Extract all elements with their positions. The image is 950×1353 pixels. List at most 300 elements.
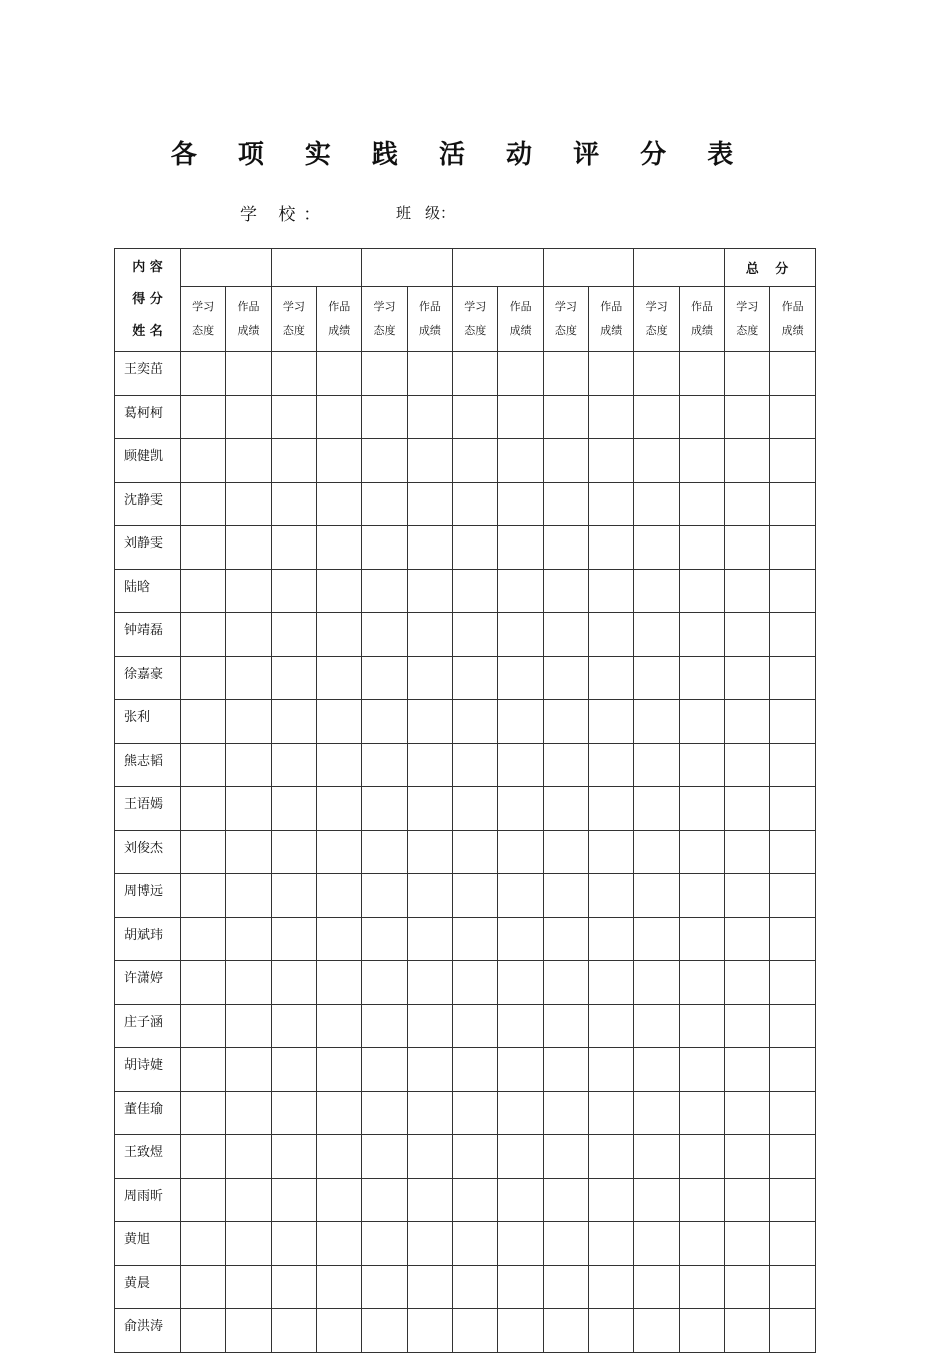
score-cell[interactable] (407, 656, 452, 700)
score-cell[interactable] (498, 569, 543, 613)
score-cell[interactable] (634, 917, 679, 961)
score-cell[interactable] (271, 1178, 316, 1222)
score-cell[interactable] (770, 1178, 815, 1222)
score-cell[interactable] (589, 830, 634, 874)
score-cell[interactable] (770, 569, 815, 613)
score-cell[interactable] (226, 743, 271, 787)
score-cell[interactable] (226, 874, 271, 918)
score-cell[interactable] (589, 1091, 634, 1135)
score-cell[interactable] (271, 1135, 316, 1179)
score-cell[interactable] (453, 830, 498, 874)
score-cell[interactable] (543, 700, 588, 744)
score-cell[interactable] (271, 874, 316, 918)
score-cell[interactable] (181, 526, 226, 570)
score-cell[interactable] (317, 1135, 362, 1179)
score-cell[interactable] (226, 1004, 271, 1048)
score-cell[interactable] (271, 830, 316, 874)
score-cell[interactable] (679, 613, 724, 657)
score-cell[interactable] (589, 656, 634, 700)
score-cell[interactable] (453, 787, 498, 831)
score-cell[interactable] (226, 1135, 271, 1179)
score-cell[interactable] (362, 439, 407, 483)
activity-header-cell[interactable] (271, 249, 362, 287)
activity-header-cell[interactable] (543, 249, 634, 287)
score-cell[interactable] (271, 1309, 316, 1353)
score-cell[interactable] (725, 743, 770, 787)
score-cell[interactable] (362, 1135, 407, 1179)
score-cell[interactable] (543, 917, 588, 961)
activity-header-cell[interactable] (634, 249, 725, 287)
score-cell[interactable] (271, 743, 316, 787)
score-cell[interactable] (407, 395, 452, 439)
score-cell[interactable] (498, 1265, 543, 1309)
score-cell[interactable] (679, 1135, 724, 1179)
score-cell[interactable] (634, 743, 679, 787)
score-cell[interactable] (226, 569, 271, 613)
score-cell[interactable] (770, 1004, 815, 1048)
score-cell[interactable] (226, 482, 271, 526)
score-cell[interactable] (271, 1004, 316, 1048)
score-cell[interactable] (407, 700, 452, 744)
score-cell[interactable] (226, 961, 271, 1005)
score-cell[interactable] (453, 482, 498, 526)
score-cell[interactable] (362, 1091, 407, 1135)
score-cell[interactable] (543, 395, 588, 439)
score-cell[interactable] (453, 700, 498, 744)
score-cell[interactable] (498, 1222, 543, 1266)
score-cell[interactable] (589, 569, 634, 613)
score-cell[interactable] (181, 656, 226, 700)
score-cell[interactable] (362, 1222, 407, 1266)
score-cell[interactable] (770, 1048, 815, 1092)
score-cell[interactable] (407, 1004, 452, 1048)
score-cell[interactable] (634, 482, 679, 526)
score-cell[interactable] (362, 743, 407, 787)
score-cell[interactable] (181, 1091, 226, 1135)
score-cell[interactable] (725, 1004, 770, 1048)
score-cell[interactable] (317, 787, 362, 831)
score-cell[interactable] (453, 395, 498, 439)
score-cell[interactable] (589, 700, 634, 744)
score-cell[interactable] (543, 656, 588, 700)
score-cell[interactable] (634, 613, 679, 657)
score-cell[interactable] (725, 1222, 770, 1266)
score-cell[interactable] (679, 656, 724, 700)
score-cell[interactable] (589, 395, 634, 439)
score-cell[interactable] (181, 613, 226, 657)
score-cell[interactable] (317, 830, 362, 874)
score-cell[interactable] (317, 395, 362, 439)
score-cell[interactable] (770, 1091, 815, 1135)
score-cell[interactable] (770, 1265, 815, 1309)
score-cell[interactable] (407, 830, 452, 874)
score-cell[interactable] (407, 1135, 452, 1179)
activity-header-cell[interactable] (362, 249, 453, 287)
score-cell[interactable] (181, 830, 226, 874)
score-cell[interactable] (453, 526, 498, 570)
score-cell[interactable] (498, 395, 543, 439)
score-cell[interactable] (634, 874, 679, 918)
score-cell[interactable] (181, 743, 226, 787)
score-cell[interactable] (317, 656, 362, 700)
score-cell[interactable] (362, 1309, 407, 1353)
score-cell[interactable] (589, 1048, 634, 1092)
score-cell[interactable] (226, 1048, 271, 1092)
score-cell[interactable] (362, 482, 407, 526)
score-cell[interactable] (679, 743, 724, 787)
score-cell[interactable] (226, 526, 271, 570)
score-cell[interactable] (362, 874, 407, 918)
score-cell[interactable] (271, 352, 316, 396)
score-cell[interactable] (543, 482, 588, 526)
activity-header-cell[interactable] (453, 249, 544, 287)
score-cell[interactable] (543, 439, 588, 483)
score-cell[interactable] (498, 787, 543, 831)
score-cell[interactable] (679, 961, 724, 1005)
score-cell[interactable] (543, 961, 588, 1005)
score-cell[interactable] (770, 656, 815, 700)
score-cell[interactable] (498, 352, 543, 396)
score-cell[interactable] (226, 352, 271, 396)
score-cell[interactable] (498, 613, 543, 657)
score-cell[interactable] (679, 569, 724, 613)
score-cell[interactable] (317, 1309, 362, 1353)
score-cell[interactable] (679, 395, 724, 439)
score-cell[interactable] (725, 1048, 770, 1092)
score-cell[interactable] (770, 395, 815, 439)
score-cell[interactable] (679, 830, 724, 874)
score-cell[interactable] (362, 1265, 407, 1309)
score-cell[interactable] (498, 1091, 543, 1135)
score-cell[interactable] (362, 613, 407, 657)
score-cell[interactable] (407, 874, 452, 918)
score-cell[interactable] (317, 1265, 362, 1309)
score-cell[interactable] (725, 569, 770, 613)
score-cell[interactable] (453, 1048, 498, 1092)
score-cell[interactable] (407, 1048, 452, 1092)
score-cell[interactable] (271, 613, 316, 657)
score-cell[interactable] (679, 439, 724, 483)
score-cell[interactable] (407, 743, 452, 787)
score-cell[interactable] (725, 1135, 770, 1179)
score-cell[interactable] (770, 961, 815, 1005)
score-cell[interactable] (453, 917, 498, 961)
score-cell[interactable] (770, 526, 815, 570)
score-cell[interactable] (317, 352, 362, 396)
score-cell[interactable] (543, 526, 588, 570)
score-cell[interactable] (543, 1309, 588, 1353)
score-cell[interactable] (271, 656, 316, 700)
score-cell[interactable] (226, 917, 271, 961)
score-cell[interactable] (271, 482, 316, 526)
score-cell[interactable] (362, 526, 407, 570)
score-cell[interactable] (181, 700, 226, 744)
score-cell[interactable] (498, 743, 543, 787)
score-cell[interactable] (679, 1048, 724, 1092)
score-cell[interactable] (679, 482, 724, 526)
score-cell[interactable] (770, 874, 815, 918)
score-cell[interactable] (362, 352, 407, 396)
score-cell[interactable] (407, 439, 452, 483)
score-cell[interactable] (770, 1222, 815, 1266)
score-cell[interactable] (543, 830, 588, 874)
score-cell[interactable] (226, 395, 271, 439)
score-cell[interactable] (181, 1309, 226, 1353)
score-cell[interactable] (543, 1004, 588, 1048)
score-cell[interactable] (679, 700, 724, 744)
score-cell[interactable] (634, 787, 679, 831)
score-cell[interactable] (317, 917, 362, 961)
score-cell[interactable] (317, 613, 362, 657)
score-cell[interactable] (226, 1178, 271, 1222)
score-cell[interactable] (407, 917, 452, 961)
score-cell[interactable] (725, 656, 770, 700)
score-cell[interactable] (317, 526, 362, 570)
score-cell[interactable] (453, 743, 498, 787)
score-cell[interactable] (317, 569, 362, 613)
score-cell[interactable] (543, 569, 588, 613)
score-cell[interactable] (453, 1265, 498, 1309)
score-cell[interactable] (271, 1091, 316, 1135)
score-cell[interactable] (770, 700, 815, 744)
score-cell[interactable] (634, 395, 679, 439)
score-cell[interactable] (498, 439, 543, 483)
score-cell[interactable] (453, 613, 498, 657)
score-cell[interactable] (181, 1265, 226, 1309)
score-cell[interactable] (407, 569, 452, 613)
score-cell[interactable] (317, 1004, 362, 1048)
score-cell[interactable] (498, 1309, 543, 1353)
score-cell[interactable] (181, 1004, 226, 1048)
score-cell[interactable] (725, 1091, 770, 1135)
score-cell[interactable] (589, 439, 634, 483)
score-cell[interactable] (453, 1309, 498, 1353)
score-cell[interactable] (317, 700, 362, 744)
score-cell[interactable] (317, 743, 362, 787)
score-cell[interactable] (770, 439, 815, 483)
score-cell[interactable] (634, 526, 679, 570)
score-cell[interactable] (271, 917, 316, 961)
score-cell[interactable] (407, 1265, 452, 1309)
score-cell[interactable] (317, 482, 362, 526)
score-cell[interactable] (407, 613, 452, 657)
score-cell[interactable] (453, 1222, 498, 1266)
score-cell[interactable] (407, 482, 452, 526)
score-cell[interactable] (453, 656, 498, 700)
score-cell[interactable] (362, 395, 407, 439)
score-cell[interactable] (453, 874, 498, 918)
score-cell[interactable] (725, 352, 770, 396)
score-cell[interactable] (226, 1265, 271, 1309)
score-cell[interactable] (679, 1265, 724, 1309)
score-cell[interactable] (725, 439, 770, 483)
score-cell[interactable] (453, 352, 498, 396)
score-cell[interactable] (634, 656, 679, 700)
score-cell[interactable] (589, 1178, 634, 1222)
score-cell[interactable] (589, 352, 634, 396)
score-cell[interactable] (589, 1309, 634, 1353)
score-cell[interactable] (271, 395, 316, 439)
score-cell[interactable] (543, 352, 588, 396)
score-cell[interactable] (271, 439, 316, 483)
score-cell[interactable] (498, 482, 543, 526)
score-cell[interactable] (498, 656, 543, 700)
score-cell[interactable] (770, 743, 815, 787)
score-cell[interactable] (634, 569, 679, 613)
score-cell[interactable] (725, 700, 770, 744)
score-cell[interactable] (589, 874, 634, 918)
score-cell[interactable] (543, 1222, 588, 1266)
score-cell[interactable] (226, 787, 271, 831)
score-cell[interactable] (770, 1309, 815, 1353)
score-cell[interactable] (317, 1091, 362, 1135)
score-cell[interactable] (226, 700, 271, 744)
score-cell[interactable] (181, 961, 226, 1005)
score-cell[interactable] (634, 352, 679, 396)
score-cell[interactable] (725, 1265, 770, 1309)
score-cell[interactable] (453, 1004, 498, 1048)
score-cell[interactable] (543, 874, 588, 918)
score-cell[interactable] (498, 700, 543, 744)
score-cell[interactable] (317, 961, 362, 1005)
score-cell[interactable] (589, 1135, 634, 1179)
score-cell[interactable] (725, 526, 770, 570)
score-cell[interactable] (407, 1309, 452, 1353)
score-cell[interactable] (679, 787, 724, 831)
score-cell[interactable] (407, 961, 452, 1005)
score-cell[interactable] (543, 787, 588, 831)
score-cell[interactable] (407, 1091, 452, 1135)
score-cell[interactable] (770, 482, 815, 526)
score-cell[interactable] (770, 830, 815, 874)
score-cell[interactable] (725, 395, 770, 439)
score-cell[interactable] (498, 1178, 543, 1222)
score-cell[interactable] (362, 569, 407, 613)
score-cell[interactable] (725, 1178, 770, 1222)
score-cell[interactable] (725, 1309, 770, 1353)
score-cell[interactable] (634, 700, 679, 744)
score-cell[interactable] (679, 874, 724, 918)
score-cell[interactable] (725, 830, 770, 874)
score-cell[interactable] (498, 1004, 543, 1048)
score-cell[interactable] (226, 613, 271, 657)
score-cell[interactable] (181, 352, 226, 396)
score-cell[interactable] (181, 482, 226, 526)
score-cell[interactable] (725, 787, 770, 831)
score-cell[interactable] (634, 961, 679, 1005)
score-cell[interactable] (634, 830, 679, 874)
score-cell[interactable] (498, 917, 543, 961)
score-cell[interactable] (543, 613, 588, 657)
score-cell[interactable] (589, 787, 634, 831)
score-cell[interactable] (362, 656, 407, 700)
score-cell[interactable] (407, 526, 452, 570)
score-cell[interactable] (317, 874, 362, 918)
score-cell[interactable] (770, 352, 815, 396)
score-cell[interactable] (226, 1091, 271, 1135)
score-cell[interactable] (181, 874, 226, 918)
score-cell[interactable] (589, 1222, 634, 1266)
score-cell[interactable] (679, 352, 724, 396)
score-cell[interactable] (498, 1135, 543, 1179)
score-cell[interactable] (362, 1004, 407, 1048)
score-cell[interactable] (770, 917, 815, 961)
score-cell[interactable] (226, 1222, 271, 1266)
score-cell[interactable] (498, 830, 543, 874)
score-cell[interactable] (181, 395, 226, 439)
score-cell[interactable] (679, 1004, 724, 1048)
score-cell[interactable] (181, 1135, 226, 1179)
score-cell[interactable] (181, 917, 226, 961)
score-cell[interactable] (725, 613, 770, 657)
score-cell[interactable] (589, 482, 634, 526)
score-cell[interactable] (770, 787, 815, 831)
score-cell[interactable] (589, 917, 634, 961)
score-cell[interactable] (679, 1309, 724, 1353)
score-cell[interactable] (498, 874, 543, 918)
score-cell[interactable] (271, 526, 316, 570)
score-cell[interactable] (634, 1135, 679, 1179)
score-cell[interactable] (317, 1222, 362, 1266)
score-cell[interactable] (634, 1265, 679, 1309)
score-cell[interactable] (679, 1222, 724, 1266)
score-cell[interactable] (362, 1048, 407, 1092)
score-cell[interactable] (498, 1048, 543, 1092)
score-cell[interactable] (725, 482, 770, 526)
score-cell[interactable] (181, 787, 226, 831)
score-cell[interactable] (453, 1135, 498, 1179)
score-cell[interactable] (271, 961, 316, 1005)
score-cell[interactable] (589, 743, 634, 787)
score-cell[interactable] (271, 569, 316, 613)
score-cell[interactable] (271, 1222, 316, 1266)
score-cell[interactable] (226, 830, 271, 874)
score-cell[interactable] (589, 1265, 634, 1309)
score-cell[interactable] (362, 700, 407, 744)
score-cell[interactable] (543, 1048, 588, 1092)
score-cell[interactable] (679, 1178, 724, 1222)
score-cell[interactable] (362, 917, 407, 961)
score-cell[interactable] (271, 787, 316, 831)
score-cell[interactable] (317, 1178, 362, 1222)
score-cell[interactable] (634, 439, 679, 483)
score-cell[interactable] (407, 1222, 452, 1266)
score-cell[interactable] (362, 1178, 407, 1222)
score-cell[interactable] (589, 613, 634, 657)
score-cell[interactable] (543, 1178, 588, 1222)
score-cell[interactable] (181, 1048, 226, 1092)
score-cell[interactable] (453, 1091, 498, 1135)
score-cell[interactable] (589, 961, 634, 1005)
score-cell[interactable] (634, 1222, 679, 1266)
score-cell[interactable] (770, 613, 815, 657)
score-cell[interactable] (634, 1309, 679, 1353)
score-cell[interactable] (362, 961, 407, 1005)
score-cell[interactable] (498, 526, 543, 570)
score-cell[interactable] (589, 526, 634, 570)
score-cell[interactable] (634, 1048, 679, 1092)
score-cell[interactable] (226, 439, 271, 483)
activity-header-cell[interactable] (181, 249, 272, 287)
score-cell[interactable] (679, 1091, 724, 1135)
score-cell[interactable] (543, 743, 588, 787)
score-cell[interactable] (362, 830, 407, 874)
score-cell[interactable] (453, 1178, 498, 1222)
score-cell[interactable] (725, 961, 770, 1005)
score-cell[interactable] (634, 1178, 679, 1222)
score-cell[interactable] (407, 1178, 452, 1222)
score-cell[interactable] (679, 526, 724, 570)
